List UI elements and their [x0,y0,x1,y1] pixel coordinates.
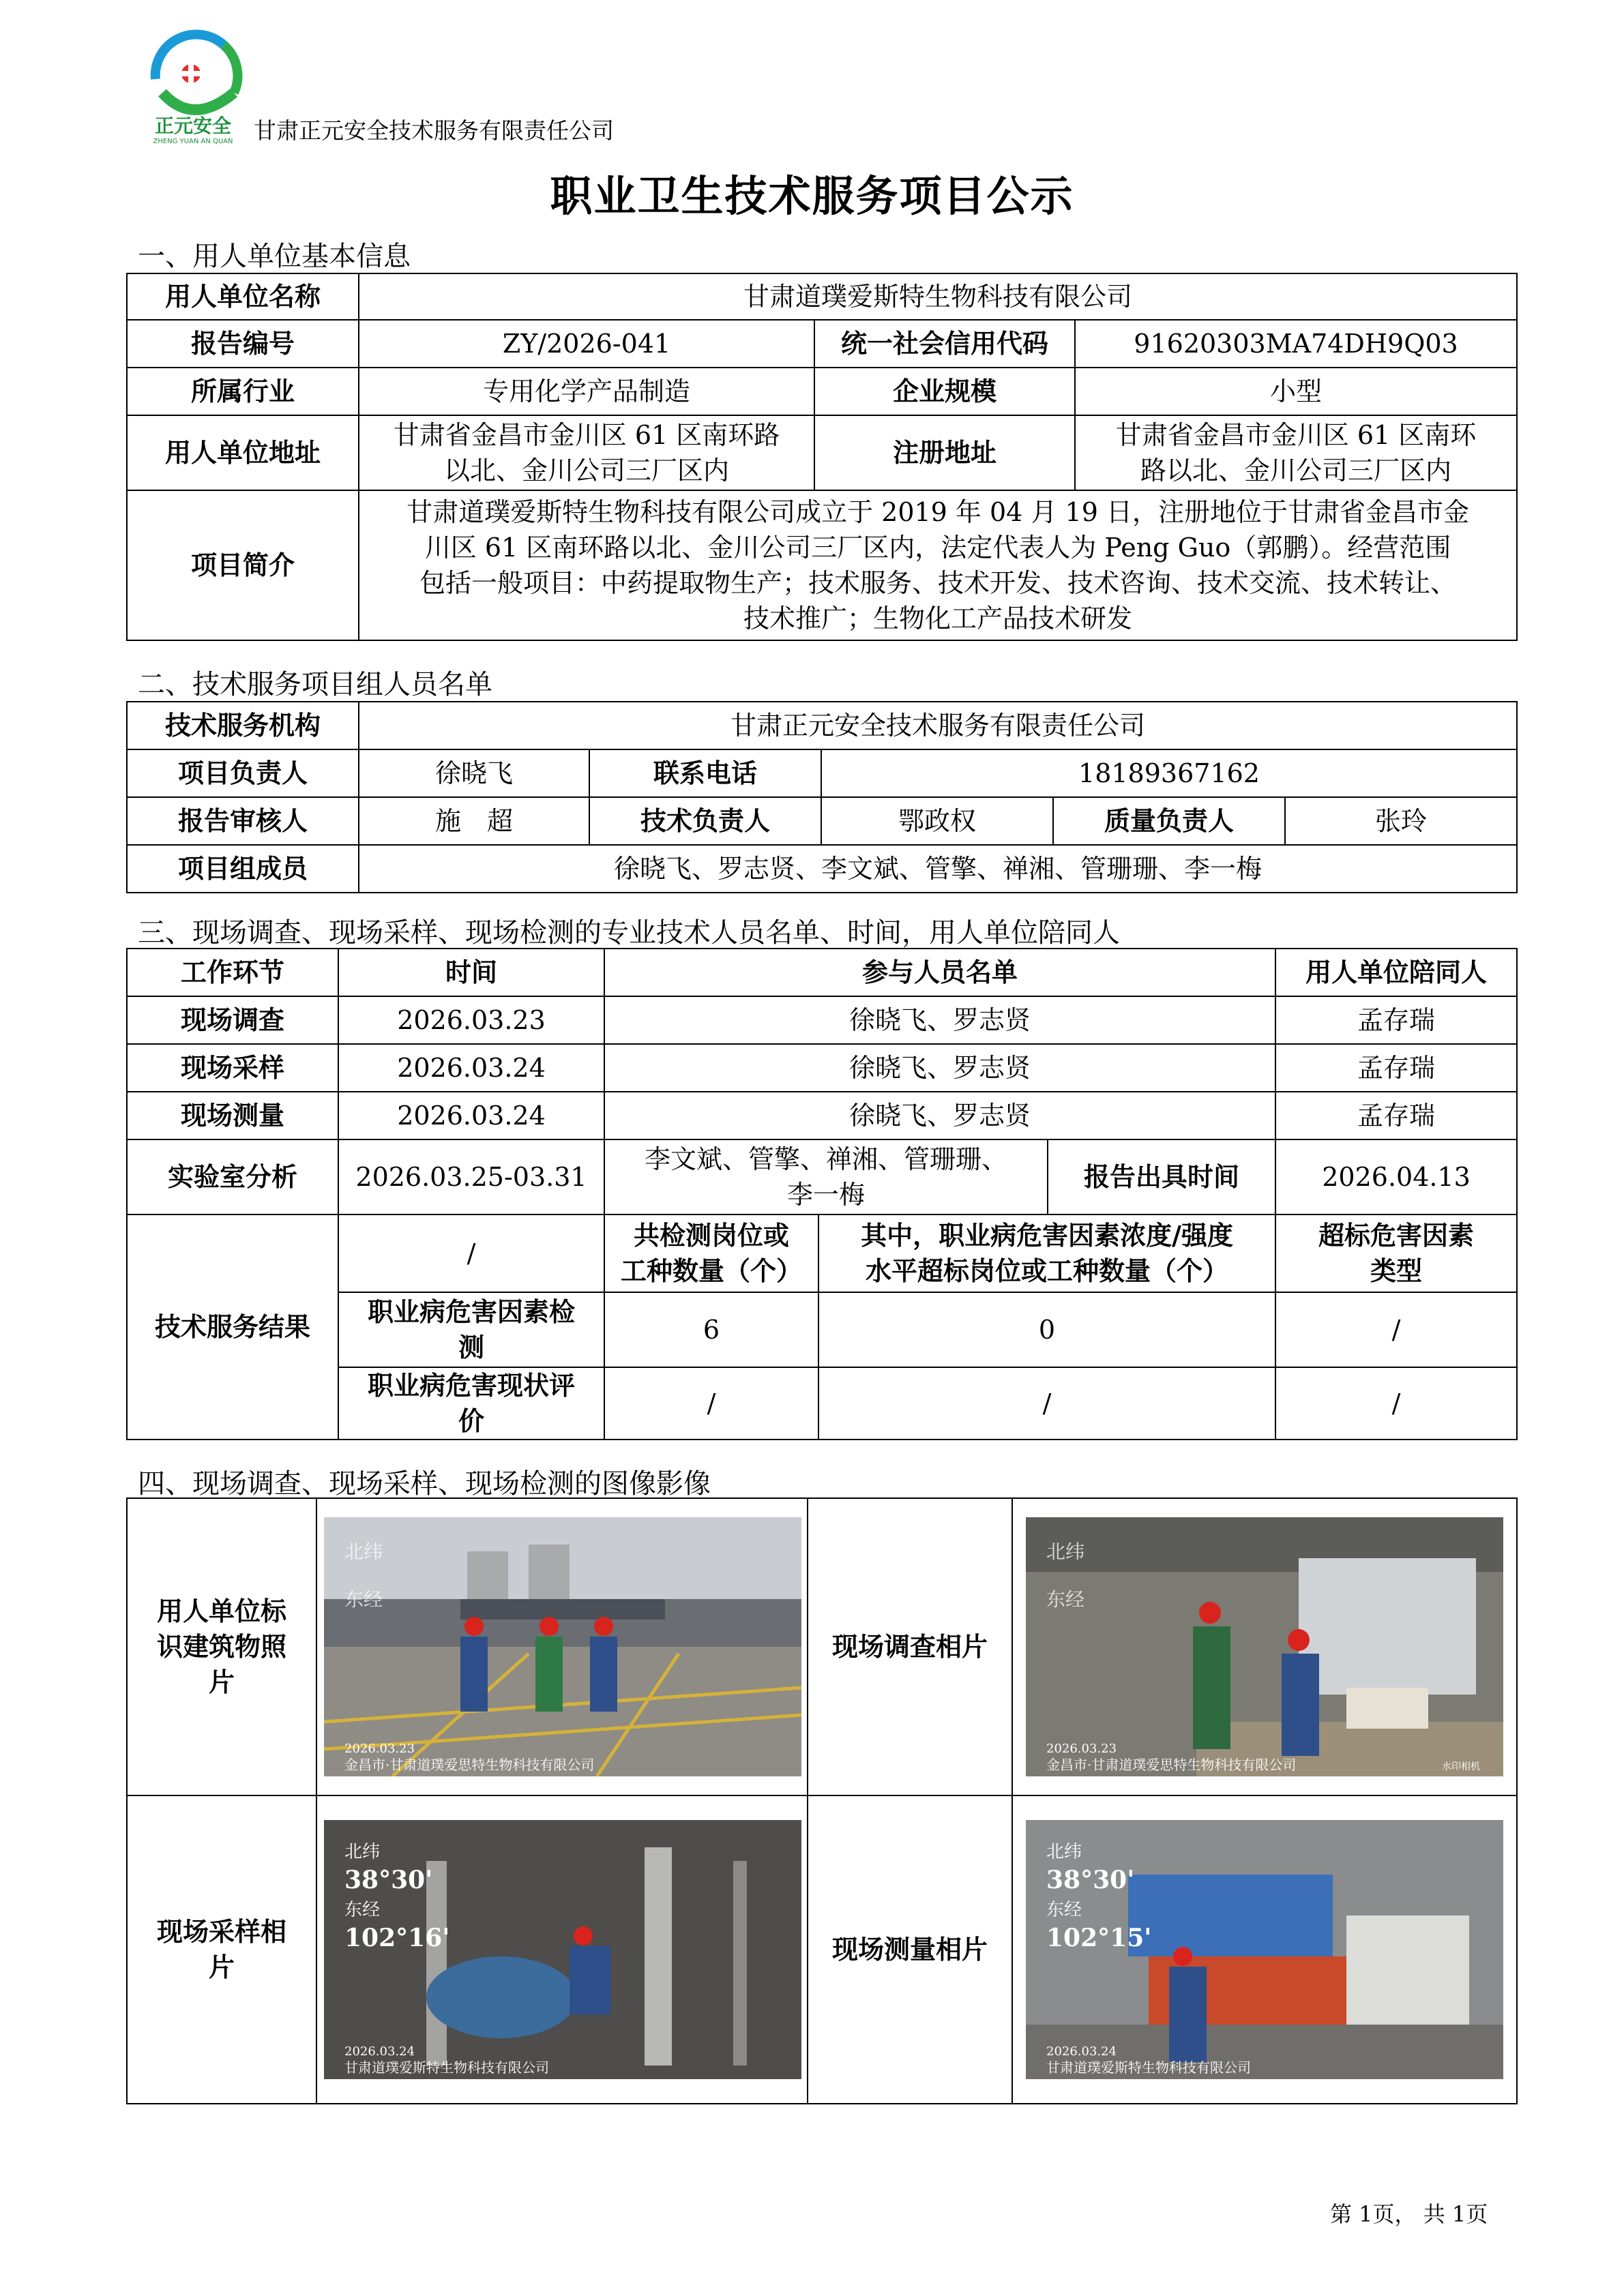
svg-text:东经: 东经 [344,1588,383,1611]
time-cell: 2026.03.24 [338,1044,604,1092]
svg-text:东经: 东经 [344,1900,381,1920]
svg-text:2026.03.23: 2026.03.23 [1046,1742,1117,1756]
detect-type: / [1275,1292,1517,1367]
svg-text:2026.03.24: 2026.03.24 [344,2044,415,2059]
tech-lead-label: 技术负责人 [589,797,821,845]
table-row [127,1092,1517,1139]
svg-text:ZHENG YUAN AN QUAN: ZHENG YUAN AN QUAN [153,138,233,145]
report-no-value: ZY/2026-041 [359,320,814,368]
scale-label: 企业规模 [814,368,1075,415]
address-label: 用人单位地址 [127,415,359,490]
building-photo-cell [316,1498,808,1795]
svg-text:38°30': 38°30' [1046,1866,1135,1894]
company-logo [142,25,244,146]
svg-text:东经: 东经 [1046,1900,1082,1920]
eval-exceed: / [818,1367,1275,1440]
credit-code-value: 91620303MA74DH9Q03 [1075,320,1517,368]
table-row [127,996,1517,1044]
svg-text:东经: 东经 [1046,1588,1085,1611]
escort-cell: 孟存瑞 [1275,996,1517,1044]
detect-exceed: 0 [818,1292,1275,1367]
svg-text:38°30': 38°30' [344,1866,433,1894]
sampling-photo [324,1820,801,2079]
address-value: 甘肃省金昌市金川区 61 区南环路 以北、金川公司三厂区内 [359,415,814,490]
svg-text:甘肃道璞爱斯特生物科技有限公司: 甘肃道璞爱斯特生物科技有限公司 [344,2059,549,2076]
eval-type: / [1275,1367,1517,1440]
reg-address-value: 甘肃省金昌市金川区 61 区南环 路以北、金川公司三厂区内 [1075,415,1517,490]
section2-title: 二、技术服务项目组人员名单 [138,669,492,700]
measure-photo-label: 现场测量相片 [808,1795,1012,2104]
col-escort: 用人单位陪同人 [1275,949,1517,996]
stage-cell: 现场测量 [127,1092,338,1139]
svg-text:甘肃道璞爱斯特生物科技有限公司: 甘肃道璞爱斯特生物科技有限公司 [1046,2059,1251,2076]
scale-value: 小型 [1075,368,1517,415]
reviewer-value: 施 超 [359,797,589,845]
org-value: 甘肃正元安全技术服务有限责任公司 [359,702,1517,749]
basic-info-table [126,273,1518,641]
col-stage: 工作环节 [127,949,338,996]
section3-title: 三、现场调查、现场采样、现场检测的专业技术人员名单、时间，用人单位陪同人 [138,917,1120,949]
result-head-slash: / [338,1214,604,1292]
measure-photo [1026,1820,1503,2079]
leader-value: 徐晓飞 [359,749,589,797]
report-no-label: 报告编号 [127,320,359,368]
time-cell: 2026.03.23 [338,996,604,1044]
org-label: 技术服务机构 [127,702,359,749]
svg-text:北纬: 北纬 [344,1540,383,1563]
table-row [127,1139,1517,1214]
svg-text:102°16': 102°16' [344,1924,450,1952]
lab-people-cell: 李文斌、管擎、禅湘、管珊珊、 李一梅 [604,1139,1048,1214]
members-value: 徐晓飞、罗志贤、李文斌、管擎、禅湘、管珊珊、李一梅 [359,845,1517,893]
svg-text:102°15': 102°15' [1046,1924,1152,1952]
photo-table [126,1497,1518,2104]
building-photo-label: 用人单位标 识建筑物照 片 [127,1498,316,1795]
company-name-header: 甘肃正元安全技术服务有限责任公司 [254,117,614,144]
svg-text:水印相机: 水印相机 [1442,1761,1480,1772]
unit-name-value: 甘肃道璞爱斯特生物科技有限公司 [359,273,1517,320]
survey-photo-label: 现场调查相片 [808,1498,1012,1795]
result-head-count: 共检测岗位或 工种数量（个） [604,1214,818,1292]
svg-text:金昌市·甘肃道璞爱思特生物科技有限公司: 金昌市·甘肃道璞爱思特生物科技有限公司 [344,1757,595,1773]
industry-label: 所属行业 [127,368,359,415]
survey-photo-cell [1012,1498,1517,1795]
time-cell: 2026.03.24 [338,1092,604,1139]
unit-name-label: 用人单位名称 [127,273,359,320]
eval-count: / [604,1367,818,1440]
result-label: 技术服务结果 [127,1214,338,1440]
reviewer-label: 报告审核人 [127,797,359,845]
svg-text:金昌市·甘肃道璞爱思特生物科技有限公司: 金昌市·甘肃道璞爱思特生物科技有限公司 [1046,1757,1297,1773]
stage-cell: 现场调查 [127,996,338,1044]
intro-text: 甘肃道璞爱斯特生物科技有限公司成立于 2019 年 04 月 19 日，注册地位于甘肃省金昌市金 川区 61 区南环路以北、金川公司三厂区内，法定代表人为 Peng Guo（郭鹏）。经营范围 包括一般项目：中药提取物生产；技术服务、技术开发、技术咨询、技术交流、技术转让、 技术推广；生物化工产品技术研发 [359,490,1517,640]
escort-cell: 孟存瑞 [1275,1044,1517,1092]
tech-lead-value: 鄂政权 [821,797,1053,845]
stage-cell: 现场采样 [127,1044,338,1092]
reg-address-label: 注册地址 [814,415,1075,490]
result-head-exceed: 其中，职业病危害因素浓度/强度 水平超标岗位或工种数量（个） [818,1214,1275,1292]
detect-label: 职业病危害因素检 测 [338,1292,604,1367]
personnel-table [126,948,1518,1440]
survey-photo [1026,1517,1503,1776]
result-head-type: 超标危害因素 类型 [1275,1214,1517,1292]
quality-lead-value: 张玲 [1285,797,1517,845]
svg-text:北纬: 北纬 [344,1842,381,1862]
building-photo [324,1517,801,1776]
col-people: 参与人员名单 [604,949,1275,996]
lab-stage-cell: 实验室分析 [127,1139,338,1214]
leader-label: 项目负责人 [127,749,359,797]
sampling-photo-label: 现场采样相 片 [127,1795,316,2104]
people-cell: 徐晓飞、罗志贤 [604,1044,1275,1092]
credit-code-label: 统一社会信用代码 [814,320,1075,368]
section4-title: 四、现场调查、现场采样、现场检测的图像影像 [138,1468,711,1500]
quality-lead-label: 质量负责人 [1053,797,1285,845]
table-row [127,1044,1517,1092]
members-label: 项目组成员 [127,845,359,893]
svg-text:2026.03.24: 2026.03.24 [1046,2044,1117,2059]
page-title: 职业卫生技术服务项目公示 [550,171,1074,221]
report-time-label: 报告出具时间 [1048,1139,1275,1214]
col-time: 时间 [338,949,604,996]
lab-time-cell: 2026.03.25-03.31 [338,1139,604,1214]
sampling-photo-cell [316,1795,808,2104]
page-footer: 第 1页， 共 1页 [1330,2201,1488,2227]
escort-cell: 孟存瑞 [1275,1092,1517,1139]
report-time-value: 2026.04.13 [1275,1139,1517,1214]
svg-text:正元安全: 正元安全 [154,115,232,137]
intro-label: 项目简介 [127,490,359,640]
people-cell: 徐晓飞、罗志贤 [604,1092,1275,1139]
measure-photo-cell [1012,1795,1517,2104]
section1-title: 一、用人单位基本信息 [138,241,411,272]
industry-value: 专用化学产品制造 [359,368,814,415]
svg-text:北纬: 北纬 [1046,1842,1082,1862]
people-cell: 徐晓飞、罗志贤 [604,996,1275,1044]
phone-value: 18189367162 [821,749,1517,797]
detect-count: 6 [604,1292,818,1367]
svg-text:2026.03.23: 2026.03.23 [344,1742,415,1756]
svg-text:北纬: 北纬 [1046,1540,1085,1563]
team-table [126,701,1518,893]
phone-label: 联系电话 [589,749,821,797]
eval-label: 职业病危害现状评 价 [338,1367,604,1440]
